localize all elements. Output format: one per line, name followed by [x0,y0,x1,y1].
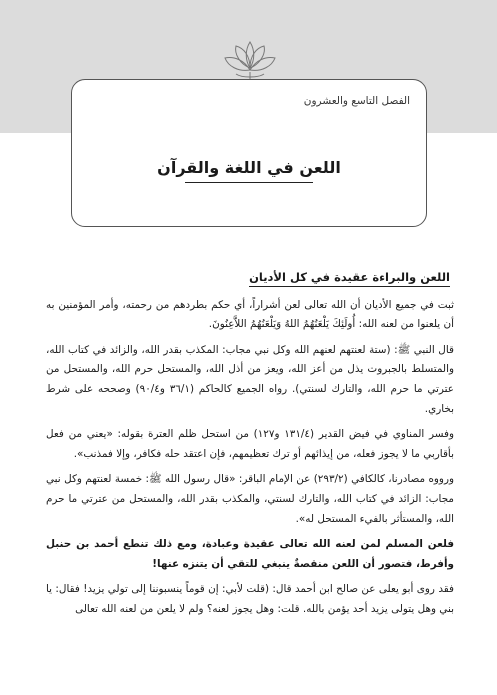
paragraph: فقد روى أبو يعلى عن صالح ابن أحمد قال: (قلت لأبي: إن قوماً ينسبوننا إلى تولي يزيد! فقال: يا بني وهل يتولى يزيد أحد يؤمن بالله. قلت: وهل يجوز لعنه؟ ولم لا يلعن من لعنه الله تعالى [46,583,454,615]
title-underline [185,182,313,183]
paragraph: ثبت في جميع الأديان أن الله تعالى لعن أشراراً، أي حكم بطردهم من رحمته، وأمر المؤمنين به أن يلعنوا من لعنه الله: أُولَئِكَ يَلْعَنُهُمُ اللهُ وَيَلْعَنُهُمُ اللاَّعِنُونَ. [46,298,454,331]
chapter-title: اللعن في اللغة والقرآن [157,158,341,177]
chapter-title-box [71,79,427,227]
section-heading-text: اللعن والبراءة عقيدة في كل الأديان [249,270,450,287]
chapter-label: الفصل التاسع والعشرون [303,95,410,107]
paragraph: قال النبي ﷺ: (ستة لعنتهم لعنهم الله وكل نبي مجاب: المكذب بقدر الله، والزائد في كتاب الله، والمتسلط بالجبروت يذل من أعز الله، ويعز من أذل الله، والمستحل حرم الله، والمستحل من عترتي ما حرم الله، والتارك لسنتي). رواه الجميع كالحاكم (٣٦/١ و٩٠/٤) وصححه على شرط بخاري. [46,343,454,415]
paragraph: وفسر المناوي في فيض القدير (١٣١/٤ و١٢٧) من استحل ظلم العترة بقوله: «يعني من فعل بأقاربي ما لا يجوز فعله، من إيذائهم أو ترك تعظيمهم، فإن اعتقد حله فكافر، وإلا فمذنب». [46,428,454,460]
body-text [46,268,454,626]
paragraph: ورووه مصادرنا، كالكافي (٢٩٣/٢) عن الإمام الباقر: «قال رسول الله ﷺ: خمسة لعنتهم وكل نبي مجاب: الزائد في كتاب الله، والتارك لسنتي، والمكذب بقدر الله، والمستحل من عترتي ما حرم الله، والمستأثر بالفيء المستحل له». [46,473,454,525]
paragraph: فلعن المسلم لمن لعنه الله تعالى عقيدة وعبادة، ومع ذلك تنطع أحمد بن حنبل وأفرط، فتصور أن اللعن منقصةٌ ينبغي للتقي أن يتنزه عنها! [46,538,454,570]
section-heading [46,268,454,288]
